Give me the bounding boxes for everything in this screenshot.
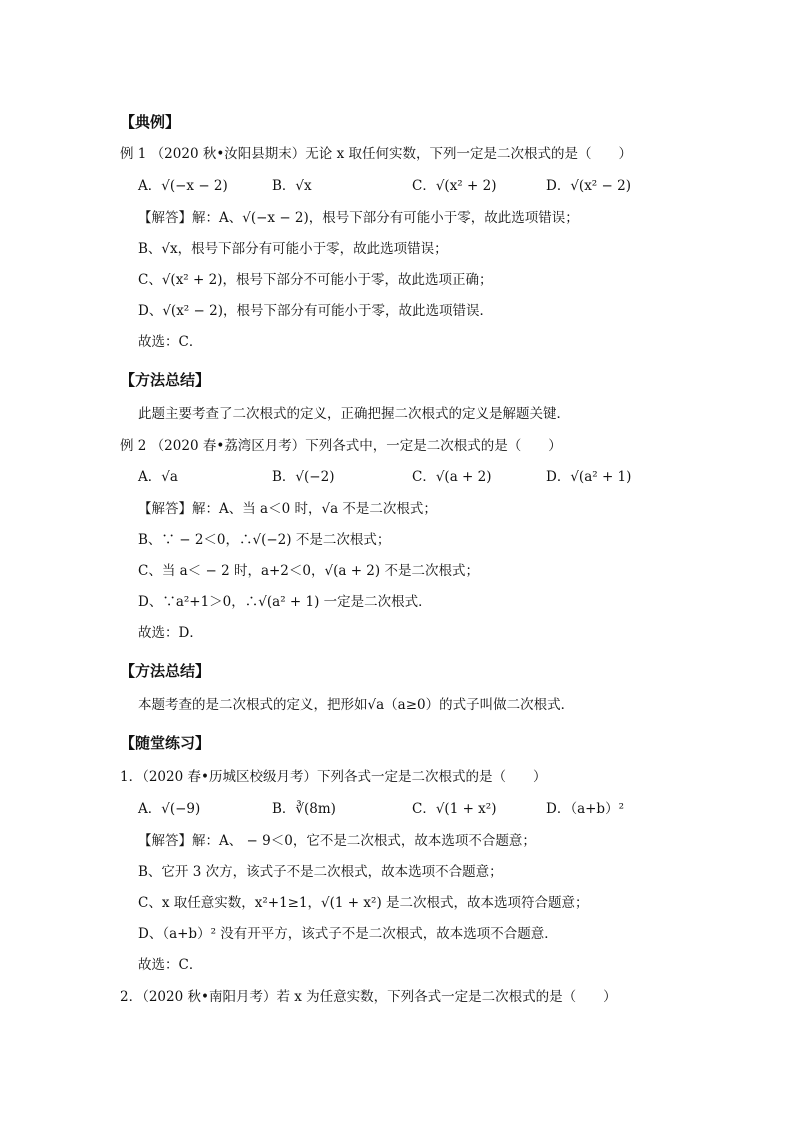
example1-option-c: C．√(x² + 2) [412,178,497,194]
example1-answer-line-5: 故选：C． [138,334,203,350]
example2-answer-line-5: 故选：D． [138,625,203,641]
practice1-answer-line-2: B、它开 3 次方，该式子不是二次根式，故本选项不合题意； [138,864,503,880]
example1-answer-line-2: B、√x，根号下部分有可能小于零，故此选项错误； [138,241,448,257]
example1-answer-line-4: D、√(x² − 2)，根号下部分有可能小于零，故此选项错误． [138,303,493,319]
example1-option-b: B．√x [272,178,312,194]
example2-answer-line-4: D、∵a²+1＞0，∴√(a² + 1) 一定是二次根式． [138,594,432,610]
example2-question: 例 2 （2020 春•荔湾区月考）下列各式中，一定是二次根式的是（ ） [120,438,562,454]
practice1-answer-line-1: 【解答】解：A、 − 9＜0，它不是二次根式，故本选项不合题意； [138,833,536,849]
example1-question: 例 1 （2020 秋•汝阳县期末）无论 x 取任何实数，下列一定是二次根式的是（ ） [120,146,632,162]
practice1-option-c: C．√(1 + x²) [412,801,497,817]
example2-option-b: B．√(−2) [272,469,335,485]
practice1-option-d: D．（a+b）² [546,801,624,817]
example1-answer-line-3: C、√(x² + 2)，根号下部分不可能小于零，故此选项正确； [138,272,493,288]
practice1-answer-line-3: C、x 取任意实数，x²+1≥1，√(1 + x²) 是二次根式，故本选项符合题意； [138,895,589,911]
practice1-answer-line-5: 故选：C． [138,957,203,973]
example2-answer-line-3: C、当 a＜ − 2 时，a+2＜0，√(a + 2) 不是二次根式； [138,563,479,579]
example2-summary: 本题考查的是二次根式的定义，把形如√a（a≥0）的式子叫做二次根式． [138,697,575,713]
section-example-title: 【典例】 [120,113,181,131]
example2-option-a: A．√a [138,469,178,485]
example1-answer-line-1: 【解答】解：A、√(−x − 2)，根号下部分有可能小于零，故此选项错误； [138,210,579,226]
example2-answer-line-1: 【解答】解：A、当 a＜0 时，√a 不是二次根式； [138,501,437,517]
example1-option-d: D．√(x² − 2) [546,178,631,194]
section-practice-title: 【随堂练习】 [120,734,211,752]
practice1-answer-line-4: D、（a+b）² 没有开平方，该式子不是二次根式，故本选项不合题意． [138,926,558,942]
example2-option-c: C．√(a + 2) [412,469,492,485]
example1-summary: 此题主要考查了二次根式的定义，正确把握二次根式的定义是解题关键． [138,406,570,422]
practice1-option-a: A．√(−9) [138,801,201,817]
section-method-summary-2: 【方法总结】 [120,662,211,680]
example2-answer-line-2: B、∵ − 2＜0，∴√(−2) 不是二次根式； [138,532,391,548]
practice1-question: 1．（2020 春•历城区校级月考）下列各式一定是二次根式的是（ ） [120,769,547,785]
example2-option-d: D．√(a² + 1) [546,469,632,485]
section-method-summary-1: 【方法总结】 [120,371,211,389]
practice1-option-b: B．∛(8m) [272,801,336,817]
example1-option-a: A．√(−x − 2) [138,178,228,194]
practice2-question: 2．（2020 秋•南阳月考）若 x 为任意实数，下列各式一定是二次根式的是（ ） [120,989,617,1005]
